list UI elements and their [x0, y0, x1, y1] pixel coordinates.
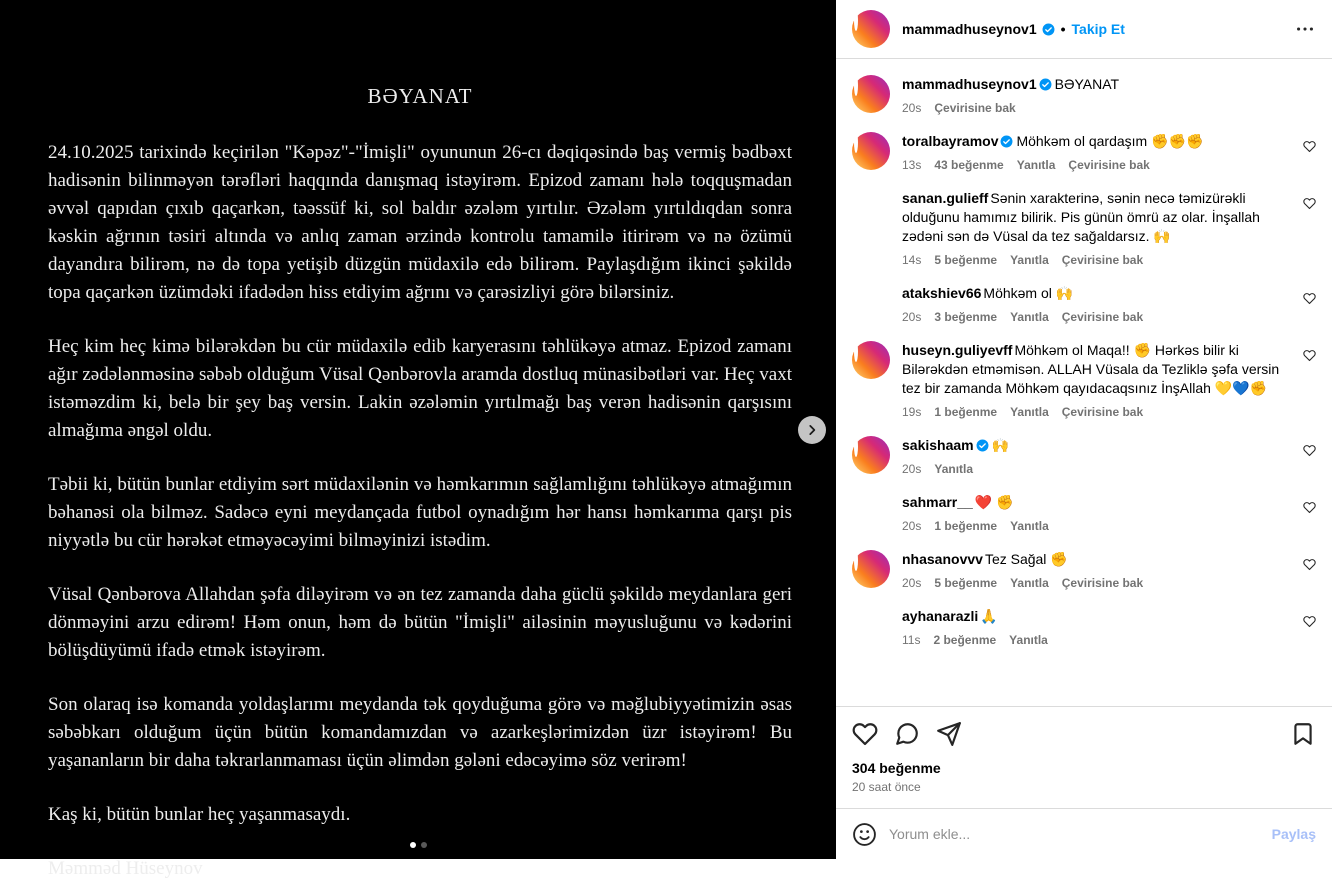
- comment-reply-button[interactable]: Yanıtla: [1010, 576, 1049, 590]
- verified-badge-icon: [1039, 78, 1052, 91]
- comment-text: Möhkəm ol 🙌: [983, 285, 1074, 301]
- ellipsis-icon: [1294, 18, 1316, 40]
- story-ring: [852, 436, 890, 474]
- comment-username[interactable]: sahmarr__: [902, 494, 973, 510]
- comment-time: 14s: [902, 253, 922, 267]
- comment-likes-count[interactable]: 1 beğenme: [934, 405, 998, 419]
- comment-row: [852, 284, 1316, 324]
- comment-username[interactable]: atakshiev66: [902, 285, 982, 301]
- story-ring: [852, 493, 890, 531]
- comment-likes-count[interactable]: 5 beğenme: [934, 576, 998, 590]
- verified-badge-icon: [1000, 135, 1013, 148]
- comment-row: [852, 436, 1316, 476]
- like-count[interactable]: 304 beğenme: [852, 760, 941, 776]
- comments-scroll-area[interactable]: [836, 59, 1332, 706]
- comment-row: [852, 189, 1316, 267]
- story-ring: [852, 607, 890, 645]
- comment-like-button[interactable]: [1295, 607, 1316, 631]
- comment-text: Tez Sağal ✊: [984, 551, 1068, 567]
- verified-badge-icon: [1042, 23, 1055, 36]
- carousel-indicator: [0, 842, 836, 848]
- caption-translate-button[interactable]: Çevirisine bak: [934, 101, 1016, 115]
- comment-like-button[interactable]: [1295, 341, 1316, 365]
- comment-reply-button[interactable]: Yanıtla: [1009, 633, 1048, 647]
- comment-username[interactable]: ayhanarazli: [902, 608, 979, 624]
- heart-outline-icon: [1303, 501, 1316, 514]
- comment-username[interactable]: toralbayramov: [902, 133, 999, 149]
- heart-outline-icon: [1303, 197, 1316, 210]
- comment-translate-button[interactable]: Çevirisine bak: [1061, 405, 1144, 419]
- comments-panel: [836, 0, 1332, 859]
- comment-like-button[interactable]: [1295, 436, 1316, 460]
- comment-text: ❤️ ✊: [974, 494, 1014, 510]
- comment-username[interactable]: nhasanovvv: [902, 551, 983, 567]
- heart-outline-icon: [852, 721, 878, 747]
- caption-text: BƏYANAT: [1054, 76, 1120, 92]
- heart-outline-icon: [1303, 615, 1316, 628]
- comment-row: [852, 132, 1316, 172]
- comment-text: Sənin xarakterinə, sənin necə təmizürəkli olduğunu hamımız bilirik. Pis günün ömrü az olar. İnşallah zədəni sən də Vüsal da tez sağaldarsız. 🙌: [902, 190, 1260, 244]
- statement-paragraph: Kaş ki, bütün bunlar heç yaşanmasaydı.: [48, 804, 351, 825]
- comment-row: [852, 341, 1316, 419]
- username-link[interactable]: mammadhuseynov1: [902, 21, 1037, 37]
- story-ring: [852, 341, 890, 379]
- comment-time: 20s: [902, 576, 922, 590]
- comment-like-button[interactable]: [1295, 132, 1316, 156]
- paper-plane-icon: [936, 721, 962, 747]
- comment-reply-button[interactable]: Yanıtla: [1010, 253, 1049, 267]
- comment-translate-button[interactable]: Çevirisine bak: [1068, 158, 1150, 172]
- comment-row: [852, 550, 1316, 590]
- comment-input[interactable]: [889, 826, 1260, 842]
- comment-composer: [836, 808, 1332, 859]
- comment-time: 19s: [902, 405, 922, 419]
- statement-paragraph: Heç kim heç kimə bilərəkdən bu cür müdaxilə edib karyerasını təhlükəyə atmaz. Epizod zamanı ağır zədələnməsinə səbəb olduğum Vüsal Qənbərovla aramda dostluq münasibətləri var. Heç vaxt istəməzdim ki, belə bir şey baş versin. Lakin əzələmin yırtılmağı baş verən hadisənin qarşısını almağıma əngəl oldu.: [48, 336, 792, 441]
- comment-reply-button[interactable]: Yanıtla: [1010, 405, 1049, 419]
- comment-text: Möhkəm ol qardaşım ✊✊✊: [1016, 133, 1204, 149]
- verified-badge-icon: [976, 439, 989, 452]
- comment-likes-count[interactable]: 5 beğenme: [934, 253, 998, 267]
- share-button[interactable]: [936, 721, 962, 747]
- story-ring: [852, 132, 890, 170]
- separator-dot: •: [1060, 21, 1066, 37]
- comment-username[interactable]: sanan.gulieff: [902, 190, 989, 206]
- post-comment-button[interactable]: Paylaş: [1271, 826, 1316, 842]
- heart-outline-icon: [1303, 558, 1316, 571]
- post-header: [836, 0, 1332, 59]
- story-ring: [852, 550, 890, 588]
- comment-button[interactable]: [894, 721, 920, 747]
- statement-paragraph: Vüsal Qənbərova Allahdan şəfa diləyirəm və ən tez zamanda daha güclü şəkildə meydanlara geri dönməyini arzu edirəm! Həm onun, həm də bütün "İmişli" ailəsinin məyusluğunu və kədərini bölüşdüyümü ifadə etmək istəyirəm.: [48, 584, 792, 661]
- comment-bubble-icon: [894, 721, 920, 747]
- comment-likes-count[interactable]: 1 beğenme: [934, 519, 998, 533]
- chevron-right-icon: [805, 423, 819, 437]
- story-ring: [852, 10, 890, 48]
- story-ring: [852, 284, 890, 322]
- save-button[interactable]: [1290, 721, 1316, 747]
- heart-outline-icon: [1303, 140, 1316, 153]
- comment-reply-button[interactable]: Yanıtla: [1010, 310, 1049, 324]
- statement-title: BƏYANAT: [367, 84, 473, 108]
- comment-text: Möhkəm ol Maqa!! ✊ Hərkəs bilir ki Bilərəkdən etməmisən. ALLAH Vüsala da Tezliklə şəfa versin tez bir zamanda Möhkəm qayıdacaqsınız İnşAllah 💛💙✊: [902, 342, 1280, 396]
- post-timestamp: 20 saat önce: [852, 780, 921, 794]
- comment-likes-count[interactable]: 43 beğenme: [934, 158, 1004, 172]
- comment-text: 🙏: [980, 608, 998, 624]
- statement-paragraph: Son olaraq isə komanda yoldaşlarımı meydanda tək qoyduğuma görə və məğlubiyyətimizin əsas səbəbkarı olduğum üçün bütün komandamızdan və azarkeşlərimizdən üzr istəyirəm! Bu yaşananların bir daha təkrarlanmaması üçün əlimdən gələni edəcəyimə söz verirəm!: [48, 694, 792, 771]
- comment-username[interactable]: huseyn.guliyevff: [902, 342, 1013, 358]
- comment-time: 11s: [902, 633, 921, 647]
- carousel-dot-active: [410, 842, 416, 848]
- emoji-smiley-icon[interactable]: [852, 822, 877, 847]
- comment-like-button[interactable]: [1295, 550, 1316, 574]
- comment-username[interactable]: sakishaam: [902, 437, 974, 453]
- caption-time: 20s: [902, 101, 922, 115]
- comment-likes-count[interactable]: 2 beğenme: [933, 633, 997, 647]
- comment-translate-button[interactable]: Çevirisine bak: [1061, 253, 1144, 267]
- story-ring: [852, 75, 890, 113]
- comment-reply-button[interactable]: Yanıtla: [1016, 158, 1056, 172]
- statement-signature: Məmməd Hüseynov: [48, 858, 203, 879]
- comment-like-button[interactable]: [1295, 493, 1316, 517]
- comment-likes-count[interactable]: 3 beğenme: [934, 310, 998, 324]
- comment-time: 20s: [902, 462, 922, 476]
- statement-paragraph: Təbii ki, bütün bunlar etdiyim sərt müdaxilənin və həmkarımın sağlamlığını təhlükəyə atmağımın bəhanəsi ola bilməz. Sadəcə eyni meydançada futbol oynadığım hər hansı həmkarıma qarşı pis niyyətlə bu cür hərəkət etməyəcəyimi bilməyinizi istədim.: [48, 474, 792, 551]
- like-button[interactable]: [852, 721, 878, 747]
- statement-paragraph: 24.10.2025 tarixində keçirilən "Kəpəz"-"İmişli" oyununun 26-cı dəqiqəsində baş vermiş bədbəxt hadisənin bilinməyən tərəfləri haqqında danışmaq istəyirəm. Epizod zamanı hələ toqquşmadan əvvəl qapıdan çıxıb qaçarkən, təəssüf ki, sol baldır əzələm yırtılır. Əzələm yırtıldıqdan sonra kəskin ağrının təsiri altında və anlıq zaman ərzində kontrolu tamamilə itirirəm və nə özümü dayandıra bilirəm, nə də topa yetişib düzgün müdaxilə edə bilirəm. Paylaşdığım ikinci şəkildə topa qaçarkən üzümdəki ifadədən hiss etdiyim ağrını və çarəsizliyi görə bilərsiniz.: [48, 142, 792, 303]
- comment-time: 13s: [902, 158, 922, 172]
- comment-time: 20s: [902, 310, 922, 324]
- comment-time: 20s: [902, 519, 922, 533]
- comment-reply-button[interactable]: Yanıtla: [934, 462, 974, 476]
- comment-translate-button[interactable]: Çevirisine bak: [1061, 310, 1144, 324]
- comment-translate-button[interactable]: Çevirisine bak: [1061, 576, 1144, 590]
- comment-reply-button[interactable]: Yanıtla: [1010, 519, 1049, 533]
- comment-text: 🙌: [991, 437, 1010, 453]
- heart-outline-icon: [1303, 292, 1316, 305]
- follow-button[interactable]: Takip Et: [1071, 21, 1125, 37]
- caption-row: [852, 75, 1316, 115]
- post-actions: [836, 706, 1332, 808]
- carousel-dot: [421, 842, 427, 848]
- comment-like-button[interactable]: [1295, 189, 1316, 213]
- carousel-next-button[interactable]: [798, 416, 826, 444]
- heart-outline-icon: [1303, 444, 1316, 457]
- bookmark-icon: [1290, 721, 1316, 747]
- caption-username[interactable]: mammadhuseynov1: [902, 76, 1037, 92]
- comment-like-button[interactable]: [1295, 284, 1316, 308]
- story-ring: [852, 189, 890, 227]
- comment-row: [852, 493, 1316, 533]
- comment-row: [852, 607, 1316, 647]
- more-options-button[interactable]: [1294, 18, 1316, 40]
- heart-outline-icon: [1303, 349, 1316, 362]
